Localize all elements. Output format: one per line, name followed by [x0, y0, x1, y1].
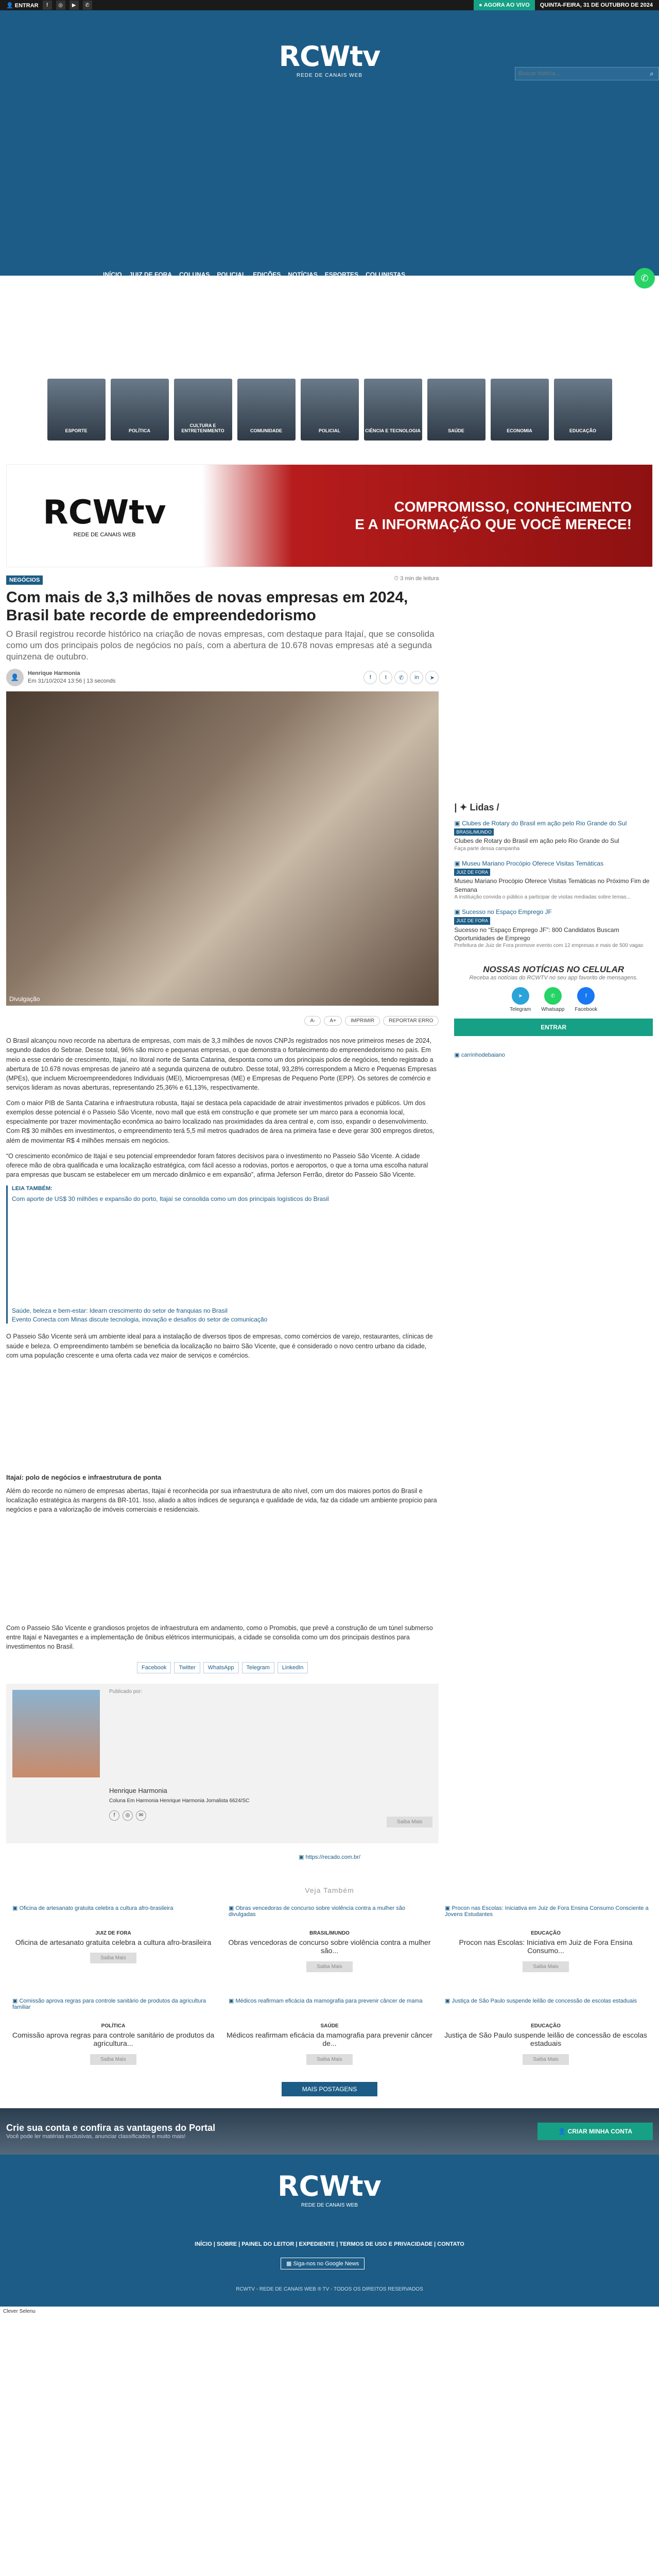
facebook-share-icon[interactable]: f — [363, 671, 377, 684]
youtube-icon[interactable]: ▶ — [70, 1, 79, 10]
broken-image-icon: ▣ — [445, 1997, 452, 2004]
related-thumb[interactable] — [227, 1905, 432, 1930]
category-tile[interactable] — [174, 379, 232, 440]
category-label: SAÚDE — [448, 428, 464, 433]
related-category: EDUCAÇÃO — [531, 1930, 561, 1936]
nav-item-1[interactable]: JUIZ DE FORA — [129, 271, 172, 278]
facebook-icon: f — [577, 987, 595, 1005]
footer-links[interactable]: INÍCIO | SOBRE | PAINEL DO LEITOR | EXPEDIENTE | TERMOS DE USO E PRIVACIDADE | CONTATO — [195, 2241, 464, 2247]
ad-space — [6, 1366, 439, 1469]
article-title: Com mais de 3,3 milhões de novas empresas em 2024, Brasil bate recorde de empreendedorismo — [6, 589, 408, 624]
related-category: POLÍTICA — [101, 2023, 126, 2029]
author-box: Publicado por: Henrique Harmonia Coluna Em Harmonia Henrique Harmonia Jornalista 6624/SC f ◎ ✉ Saiba Mais — [6, 1684, 439, 1843]
category-label: POLICIAL — [319, 428, 340, 433]
share-button[interactable]: Facebook — [137, 1662, 171, 1673]
footer-logo[interactable]: RCWtv REDE DE CANAIS WEB — [278, 2170, 381, 2208]
related-title[interactable]: Comissão aprova regras para controle sanitário de produtos da agricultura... — [12, 2030, 215, 2048]
most-read-thumb-alt: Sucesso no Espaço Emprego JF — [462, 908, 552, 916]
twitter-share-icon[interactable]: t — [379, 671, 392, 684]
author-bio: Coluna Em Harmonia Henrique Harmonia Jornalista 6624/SC — [109, 1798, 250, 1804]
live-button[interactable]: ● AGORA AO VIVO — [474, 0, 535, 10]
paragraph: O Passeio São Vicente será um ambiente ideal para a instalação de diversos tipos de empresas, como comércios de varejo, restaurantes, clínicas de saúde e beleza. O empreendimento também se beneficia da localização no bairro São Vicente, que é considerado o novo centro urbano da cidade, com uma população crescente e uma oferta cada vez maior de serviços e comércios. — [6, 1333, 433, 1359]
related-card[interactable] — [227, 1905, 432, 1982]
nav-item-0[interactable]: INÍCIO — [103, 271, 122, 278]
promo-banner[interactable] — [6, 464, 653, 567]
most-read-title: | ✦ Lidas / — [454, 802, 499, 812]
most-read-thumb[interactable] — [454, 859, 653, 868]
top-bar — [0, 0, 659, 10]
avatar[interactable]: 👤 — [6, 669, 24, 686]
category-tile[interactable] — [301, 379, 359, 440]
live-dot-icon: ● — [479, 2, 484, 8]
broken-image-icon: ▣ — [454, 820, 462, 827]
banner-logo: RCWtv — [43, 494, 166, 532]
footer — [0, 2155, 659, 2307]
facebook-app[interactable]: f Facebook — [575, 987, 597, 1012]
banner-slogan-1: COMPROMISSO, CONHECIMENTO — [394, 499, 632, 515]
related-title[interactable]: Oficina de artesanato gratuita celebra a cultura afro-brasileira — [15, 1938, 212, 1946]
category-badge[interactable]: JUIZ DE FORA — [454, 869, 490, 876]
most-read-thumb-alt: Clubes de Rotary do Brasil em ação pelo Rio Grande do Sul — [462, 820, 627, 827]
read-also-link[interactable]: Com aporte de US$ 30 milhões e expansão do porto, Itajaí se consolida como um dos principais logísticos do Brasil — [12, 1195, 329, 1203]
most-read-title[interactable]: Clubes de Rotary do Brasil em ação pelo Rio Grande do Sul — [454, 837, 619, 845]
user-icon: 👤 — [558, 2127, 568, 2135]
broken-image-icon: ▣ — [229, 1905, 236, 1911]
tool-button[interactable]: REPORTAR ERRO — [383, 1016, 439, 1026]
related-thumb-alt: Procon nas Escolas: Iniciativa em Juiz de Fora Ensina Consumo Consciente a Jovens Estudantes — [445, 1905, 649, 1918]
article-lead: O Brasil registrou recorde histórico na criação de novas empresas, com destaque para Itajaí, que se consolida como um dos principais polos de negócios no país, com a abertura de 10.678 novas empresas até a segunda quinzena de outubro. — [6, 629, 435, 662]
category-tile[interactable] — [237, 379, 296, 440]
ad-space — [6, 1520, 439, 1623]
read-also-link[interactable]: Evento Conecta com Minas discute tecnologia, inovação e desafios do setor de comunicação — [12, 1315, 268, 1323]
whatsapp-app[interactable]: ✆ Whatsapp — [541, 987, 564, 1012]
share-button[interactable]: WhatsApp — [203, 1662, 239, 1673]
nav-item-3[interactable]: POLICIAL — [217, 271, 246, 278]
share-button[interactable]: Twitter — [174, 1662, 200, 1673]
category-badge[interactable]: JUIZ DE FORA — [454, 917, 490, 924]
whatsapp-icon[interactable]: ✆ — [83, 1, 92, 10]
tool-button[interactable]: A+ — [324, 1016, 342, 1026]
related-thumb[interactable] — [10, 1997, 216, 2023]
most-read-thumb-alt: Museu Mariano Procópio Oferece Visitas Temáticas — [462, 860, 604, 868]
article-tools — [6, 1016, 439, 1026]
facebook-icon[interactable]: f — [43, 1, 52, 10]
paragraph: Além do recorde no número de empresas abertas, Itajaí é reconhecida por sua infraestrutura de alto nível, com um dos maiores portos do Brasil e localização estratégica às margens da BR-101. Isso, aliado a altos índices de segurança e qualidade de vida, faz da cidade um ambiente propício para negócios e para a valorização de imóveis comerciais e residenciais. — [6, 1487, 437, 1514]
search-icon[interactable]: ⌕ — [650, 70, 654, 77]
article — [6, 575, 439, 1843]
banner-slogan-2: E A INFORMAÇÃO QUE VOCÊ MERECE! — [355, 516, 632, 532]
broken-image-icon: ▣ — [454, 860, 462, 868]
most-read-thumb[interactable] — [454, 908, 653, 916]
author-photo — [12, 1690, 100, 1777]
create-account-button[interactable]: 👤 CRIAR MINHA CONTA — [537, 2123, 653, 2140]
instagram-icon[interactable]: ◎ — [56, 1, 65, 10]
bottom-label: Clever Selenu — [3, 2308, 36, 2314]
broken-image-icon: ▣ — [12, 1905, 20, 1911]
most-read-sub: Prefeitura de Juiz de Fora promove evento com 12 empresas e mais de 500 vagas — [454, 942, 644, 948]
google-news-icon: ▦ — [286, 2260, 293, 2267]
telegram-icon: ➤ — [512, 987, 529, 1005]
article-photo — [6, 691, 439, 1006]
sidebar-ad[interactable]: ▣ carrinhodebaiano — [454, 1052, 505, 1059]
share-bar — [6, 1662, 439, 1673]
ad-space — [0, 276, 659, 379]
category-label: ECONOMIA — [507, 428, 532, 433]
category-tile[interactable] — [47, 379, 106, 440]
search-box — [515, 67, 659, 80]
nav-item-2[interactable]: COLUNAS — [179, 271, 210, 278]
facebook-icon[interactable]: f — [109, 1810, 119, 1821]
most-read-item[interactable] — [454, 819, 653, 852]
copyright: RCWTV - REDE DE CANAIS WEB ® TV - TODOS OS DIREITOS RESERVADOS — [236, 2286, 423, 2292]
sidebar — [454, 575, 653, 1843]
related-category: EDUCAÇÃO — [531, 2023, 561, 2029]
login-link[interactable]: 👤 ENTRAR — [6, 2, 39, 9]
most-read-title[interactable]: Museu Mariano Procópio Oferece Visitas Temáticas no Próximo Fim de Semana — [454, 877, 650, 893]
section-heading: Itajaí: polo de negócios e infraestrutura de ponta — [6, 1473, 162, 1481]
related-category: JUIZ DE FORA — [95, 1930, 131, 1936]
related-card[interactable] — [443, 1997, 649, 2075]
main-nav — [103, 271, 405, 278]
category-tile[interactable] — [554, 379, 612, 440]
photo-caption: Divulgação — [9, 995, 40, 1003]
category-tile[interactable] — [364, 379, 422, 440]
category-label: CULTURA E ENTRETENIMENTO — [181, 423, 224, 433]
paragraph: Com o maior PIB de Santa Catarina e infraestrutura robusta, Itajaí se destaca pela capacidade de atrair investimentos privados e públicos. Um dos exemplos desse potencial é o Passeio São Vicente, novo mall que está em construção e que promete ser um marco para a economia local, especialmente por trazer movimentação econômica ao bairro localizado nas proximidades da área central e, com isso, expandir o desenvolvimento. Com R$ 30 milhões em investimentos, o empreendimento terá 5,5 mil metros quadrados de área na primeira fase e deve gerar 300 empregos diretos, além de movimentar R$ 4 milhões mensais em negócios. — [6, 1099, 435, 1144]
related-thumb[interactable] — [10, 1905, 216, 1930]
category-tile[interactable] — [491, 379, 549, 440]
article-tag[interactable]: NEGÓCIOS — [6, 575, 43, 585]
user-icon: 👤 — [6, 2, 13, 9]
category-tile[interactable] — [427, 379, 485, 440]
related-card[interactable] — [10, 1997, 216, 2075]
ad-space — [12, 1204, 439, 1307]
see-more-button[interactable]: Saiba Mais — [523, 2054, 568, 2065]
related-thumb-alt: Justiça de São Paulo suspende leilão de concessão de escolas estaduais — [452, 1997, 637, 2004]
mobile-news: NOSSAS NOTÍCIAS NO CELULAR Receba as notícias do RCWTV no seu app favorito de mensagens. ➤ Telegram ✆ Whatsapp f Facebook ENTRAR — [454, 964, 653, 1036]
linkedin-share-icon[interactable]: in — [410, 671, 423, 684]
related-grid — [0, 1905, 659, 2075]
broken-image-icon: ▣ — [454, 1052, 461, 1059]
see-more-button[interactable]: Saiba Mais — [90, 1953, 136, 1963]
broken-image-icon: ▣ — [299, 1854, 306, 1860]
read-also: LEIA TAMBÉM: Com aporte de US$ 30 milhões e expansão do porto, Itajaí se consolida como um dos principais logísticos do Brasil Saúde, beleza e bem-estar: Idearn crescimento do setor de franquias no Brasil Evento Conecta com Minas discute tecnologia, inovação e desafios do setor de comunicação — [6, 1185, 439, 1324]
author-name[interactable]: Henrique Harmonia — [28, 670, 80, 676]
related-thumb[interactable] — [443, 1905, 649, 1930]
related-card[interactable] — [227, 1997, 432, 2075]
broken-image-icon: ▣ — [12, 1997, 20, 2004]
see-more-button[interactable]: Saiba Mais — [306, 2054, 352, 2065]
related-category: BRASIL/MUNDO — [309, 1930, 350, 1936]
broken-image-icon: ▣ — [454, 908, 462, 916]
whatsapp-share-icon[interactable]: ✆ — [394, 671, 408, 684]
nav-item-7[interactable]: COLUNISTAS — [366, 271, 406, 278]
broken-image-icon: ▣ — [229, 1997, 236, 2004]
telegram-share-icon[interactable]: ➤ — [425, 671, 439, 684]
tool-button[interactable]: A- — [304, 1016, 321, 1026]
telegram-app[interactable]: ➤ Telegram — [510, 987, 531, 1012]
whatsapp-float-icon[interactable]: ✆ — [634, 268, 655, 289]
share-button[interactable]: Telegram — [242, 1662, 274, 1673]
related-category: SAÚDE — [320, 2023, 339, 2029]
read-also-link[interactable]: Saúde, beleza e bem-estar: Idearn crescimento do setor de franquias no Brasil — [12, 1307, 228, 1314]
see-more-button[interactable]: Saiba Mais — [523, 1961, 568, 1972]
enter-button[interactable]: ENTRAR — [454, 1019, 653, 1036]
related-thumb[interactable] — [443, 1997, 649, 2023]
see-more-button[interactable]: Saiba Mais — [387, 1817, 432, 1827]
category-label: CIÊNCIA E TECNOLOGIA — [365, 428, 421, 433]
nav-item-4[interactable]: EDIÇÕES — [253, 271, 281, 278]
related-card[interactable] — [443, 1905, 649, 1982]
signup-promo: Crie sua conta e confira as vantagens do Portal Você pode ler matérias exclusivas, anunciar classificados e muito mais! 👤 CRIAR MINHA CONTA — [0, 2108, 659, 2155]
most-read-title[interactable]: Sucesso no “Espaço Emprego JF”: 800 Candidatos Buscam Oportunidades de Emprego — [454, 926, 619, 942]
header — [0, 10, 659, 283]
publish-date: Em 31/10/2024 13:56 | 13 seconds — [28, 678, 116, 685]
author-name[interactable]: Henrique Harmonia — [109, 1786, 167, 1794]
most-read-thumb[interactable] — [454, 819, 653, 827]
tool-button[interactable]: IMPRIMIR — [345, 1016, 380, 1026]
most-read-sub: Faça parte dessa campanha — [454, 845, 520, 852]
whatsapp-icon: ✆ — [544, 987, 562, 1005]
site-logo[interactable]: RCWtv REDE DE CANAIS WEB — [279, 40, 380, 78]
paragraph: O Brasil alcançou novo recorde na abertura de empresas, com mais de 3,3 milhões de novos CNPJs registrados nos nove primeiros meses de 2024, segundo dados do Sebrae. Desse total, 96% são micro e pequenas empresas, o que demonstra o fortalecimento do empreendedorismo no país. Em meio a esse cenário de crescimento, Itajaí, no litoral norte de Santa Catarina, desponta como um dos principais polos de negócios, tendo registrado a abertura de 10.678 novas empresas de janeiro até a segunda quinzena de outubro. Desse total, 93,28% correspondem a Micro e Pequenas Empresas (MPEs), que incluem Microempreendedores Individuais (MEI), Microempresas (ME) e Empresas de Pequeno Porte (EPP). Os setores de comércio e serviços lideram as novas aberturas, representando 25,36% e 61,13%, respectivamente. — [6, 1037, 437, 1091]
related-heading: Veja Também — [305, 1886, 354, 1894]
most-read-item[interactable] — [454, 908, 653, 949]
category-badge[interactable]: BRASIL/MUNDO — [454, 828, 494, 836]
related-card[interactable] — [10, 1905, 216, 1982]
most-read-sub: A instituição convida o público a participar de visitas mediadas sobre temas... — [454, 894, 631, 900]
related-title[interactable]: Procon nas Escolas: Iniciativa em Juiz de Fora Ensina Consumo... — [459, 1938, 633, 1955]
paragraph: Com o Passeio São Vicente e grandiosos projetos de infraestrutura em andamento, como o Promobis, que prevê a construção de um túnel submerso entre Itajaí e Navegantes e a implementação de ônibus elétricos intermunicipais, a cidade se consolida como um dos principais destinos para investimentos no Brasil. — [6, 1624, 433, 1651]
read-time: ⏱ 3 min de leitura — [394, 575, 439, 582]
see-more-button[interactable]: Saiba Mais — [90, 2054, 136, 2065]
nav-item-5[interactable]: NOTÍCIAS — [288, 271, 318, 278]
related-title[interactable]: Obras vencedoras de concurso sobre violência contra a mulher são... — [228, 1938, 431, 1955]
banner-logo-subtitle: REDE DE CANAIS WEB — [73, 532, 136, 538]
share-button[interactable]: LinkedIn — [278, 1662, 308, 1673]
category-label: POLÍTICA — [129, 428, 150, 433]
category-tile[interactable] — [111, 379, 169, 440]
search-input[interactable] — [515, 67, 645, 80]
most-read-item[interactable] — [454, 859, 653, 901]
nav-item-6[interactable]: ESPORTES — [324, 271, 359, 278]
related-thumb-alt: Oficina de artesanato gratuita celebra a cultura afro-brasileira — [19, 1905, 174, 1911]
related-title[interactable]: Justiça de São Paulo suspende leilão de concessão de escolas estaduais — [444, 2030, 647, 2048]
ad-link[interactable]: ▣ https://recado.com.br/ — [299, 1854, 360, 1860]
paragraph: “O crescimento econômico de Itajaí e seu potencial empreendedor foram fatores decisivos para o investimento no Passeio São Vicente. A cidade oferece mão de obra qualificada e uma localização estratégica, com fácil acesso a rodovias, portos e aeroportos, o que a torna uma escolha natural para empresas que buscam se estabelecer em um mercado dinâmico e em expansão”, afirma Jeferson Ferrão, diretor do Passeio São Vicente. — [6, 1152, 428, 1178]
category-label: COMUNIDADE — [250, 428, 282, 433]
related-thumb-alt: Obras vencedoras de concurso sobre violência contra a mulher são divulgadas — [229, 1905, 406, 1918]
broken-image-icon: ▣ — [445, 1905, 452, 1911]
related-thumb[interactable] — [227, 1997, 432, 2023]
category-label: EDUCAÇÃO — [569, 428, 596, 433]
google-news-button[interactable]: ▦ Siga-nos no Google News — [281, 2258, 365, 2269]
related-thumb-alt: Comissão aprova regras para controle sanitário de produtos da agricultura familiar — [12, 1997, 206, 2010]
category-label: ESPORTE — [65, 428, 88, 433]
current-date: QUINTA-FEIRA, 31 DE OUTUBRO DE 2024 — [540, 2, 653, 8]
instagram-icon[interactable]: ◎ — [123, 1810, 133, 1821]
category-strip — [0, 379, 659, 446]
clock-icon: ⏱ — [394, 575, 401, 582]
related-thumb-alt: Médicos reafirmam eficácia da mamografia para prevenir câncer de mama — [235, 1997, 423, 2004]
related-title[interactable]: Médicos reafirmam eficácia da mamografia para prevenir câncer de... — [227, 2030, 432, 2048]
email-icon[interactable]: ✉ — [136, 1810, 146, 1821]
see-more-button[interactable]: Saiba Mais — [306, 1961, 352, 1972]
more-posts-button[interactable]: MAIS POSTAGENS — [282, 2082, 377, 2096]
